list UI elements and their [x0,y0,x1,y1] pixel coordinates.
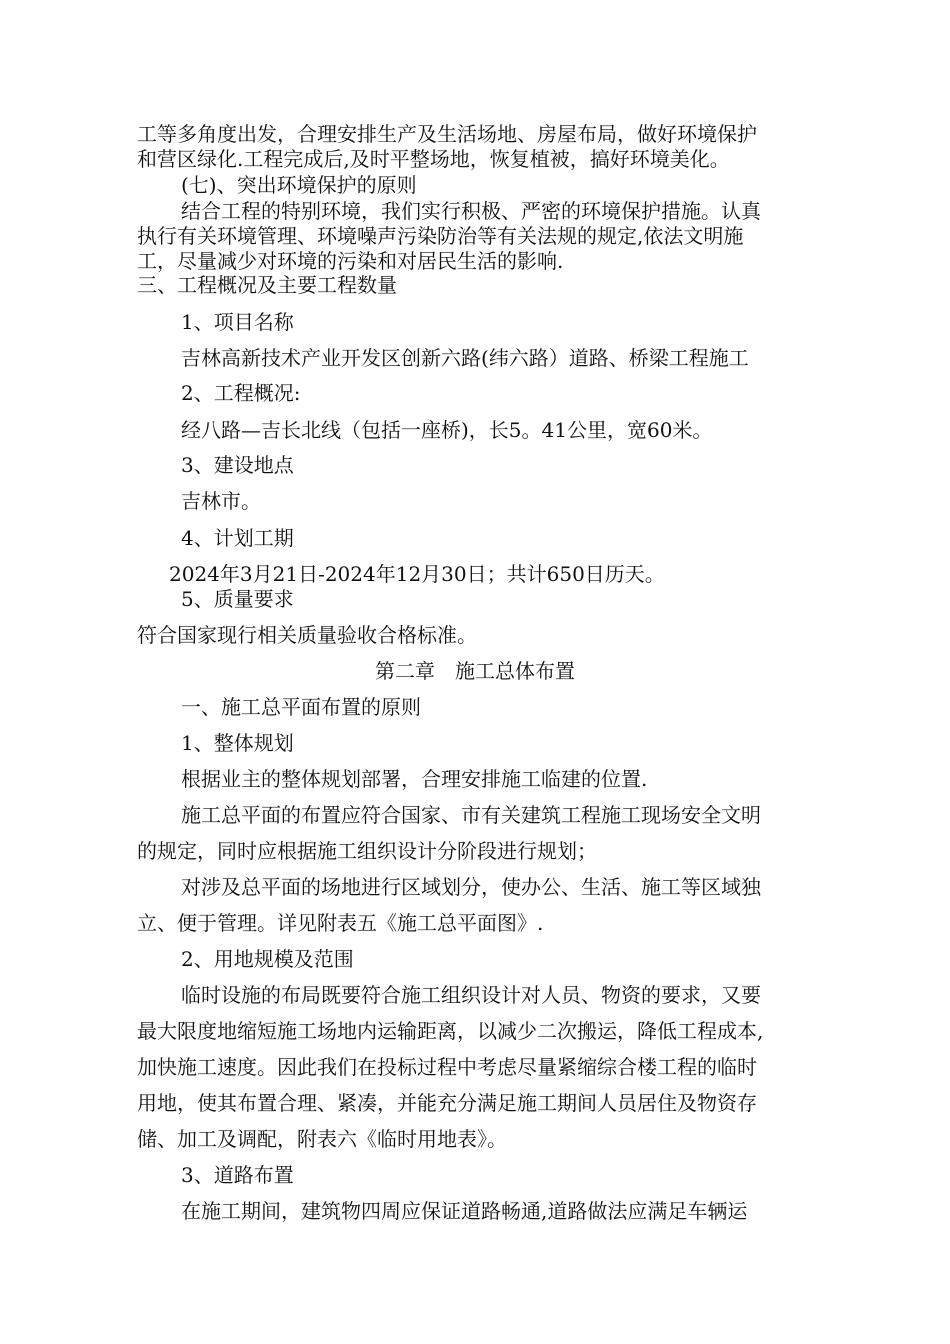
sub-heading: 2、用地规模及范围 [181,947,354,971]
sub-heading: 1、整体规划 [181,731,294,755]
section-heading: 一、施工总平面布置的原则 [181,695,421,719]
body-text-line: 工，尽量减少对环境的污染和对居民生活的影响. [137,249,564,273]
sub-heading: 2、工程概况: [181,381,301,405]
body-text-line: 的规定，同时应根据施工组织设计分阶段进行规划； [137,839,597,863]
body-text-line: 加快施工速度。因此我们在投标过程中考虑尽量紧缩综合楼工程的临时 [137,1055,757,1079]
sub-heading: 3、建设地点 [181,453,294,477]
body-text-line: 对涉及总平面的场地进行区域划分，使办公、生活、施工等区域独 [181,875,761,899]
body-text-line: 执行有关环境管理、环境噪声污染防治等有关法规的规定,依法文明施 [137,224,744,248]
body-text-line: 吉林市。 [181,489,261,513]
body-text-line: 吉林高新技术产业开发区创新六路(纬六路）道路、桥梁工程施工 [181,346,749,370]
section-heading: (七)、突出环境保护的原则 [181,173,417,197]
sub-heading: 1、项目名称 [181,310,294,334]
body-text-line: 结合工程的特别环境，我们实行积极、严密的环境保护措施。认真 [181,199,761,223]
sub-heading: 3、道路布置 [181,1163,294,1187]
body-text-line: 临时设施的布局既要符合施工组织设计对人员、物资的要求，又要 [181,983,761,1007]
sub-heading: 5、质量要求 [181,587,294,611]
body-text-line: 储、加工及调配，附表六《临时用地表》。 [137,1127,507,1151]
body-text-line: 根据业主的整体规划部署，合理安排施工临建的位置. [181,767,648,791]
body-text-line: 在施工期间，建筑物四周应保证道路畅通,道路做法应满足车辆运 [181,1199,748,1223]
body-text-line: 最大限度地缩短施工场地内运输距离，以减少二次搬运，降低工程成本, [137,1019,764,1043]
body-text-line: 2024年3月21日-2024年12月30日；共计650日历天。 [169,562,665,586]
chapter-title: 第二章 施工总体布置 [375,659,575,683]
body-text-line: 工等多角度出发，合理安排生产及生活场地、房屋布局，做好环境保护 [137,122,757,146]
body-text-line: 施工总平面的布置应符合国家、市有关建筑工程施工现场安全文明 [181,803,761,827]
body-text-line: 符合国家现行相关质量验收合格标准。 [137,623,477,647]
body-text-line: 经八路—吉长北线（包括一座桥)，长5。41公里，宽60米。 [181,418,713,442]
body-text-line: 和营区绿化.工程完成后,及时平整场地，恢复植被，搞好环境美化。 [137,147,730,171]
sub-heading: 4、计划工期 [181,526,294,550]
section-heading: 三、工程概况及主要工程数量 [137,273,397,297]
body-text-line: 立、便于管理。详见附表五《施工总平面图》. [137,911,544,935]
body-text-line: 用地，使其布置合理、紧凑，并能充分满足施工期间人员居住及物资存 [137,1091,757,1115]
